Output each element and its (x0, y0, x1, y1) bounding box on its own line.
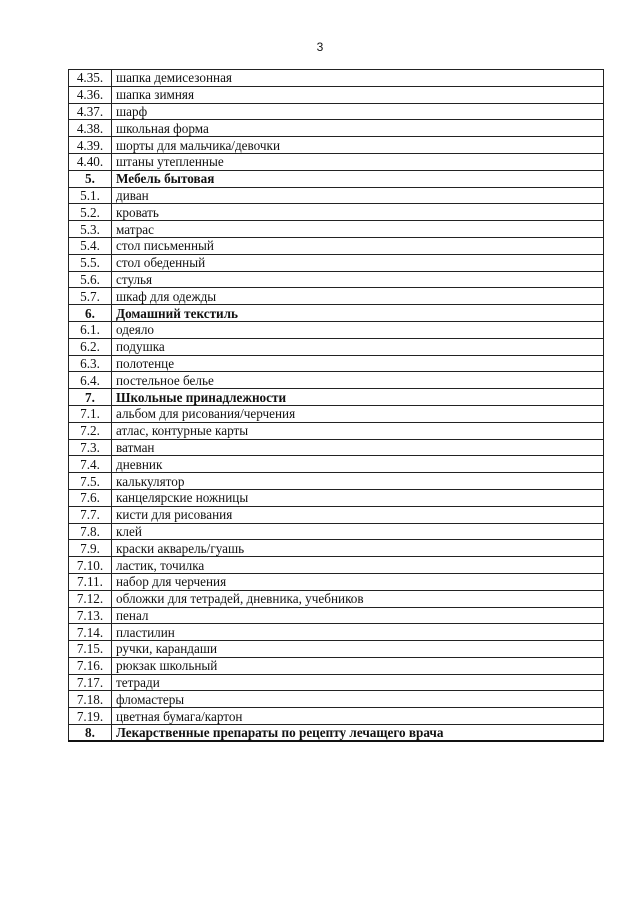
table-row (69, 288, 604, 305)
table-row (69, 590, 604, 607)
row-number: 6.1. (69, 321, 112, 338)
row-number: 7.1. (69, 405, 112, 422)
section-row (69, 305, 604, 322)
item-name: стол обеденный (112, 254, 604, 271)
item-name: полотенце (112, 355, 604, 372)
row-number: 5.7. (69, 288, 112, 305)
row-number: 7.12. (69, 590, 112, 607)
section-row (69, 725, 604, 742)
item-name: калькулятор (112, 473, 604, 490)
item-name: диван (112, 187, 604, 204)
item-name: тетради (112, 674, 604, 691)
table-row (69, 607, 604, 624)
table-row (69, 641, 604, 658)
row-number: 6.4. (69, 372, 112, 389)
row-number: 5. (69, 170, 112, 187)
row-number: 4.39. (69, 137, 112, 154)
table-row (69, 523, 604, 540)
row-number: 7. (69, 389, 112, 406)
item-name: пенал (112, 607, 604, 624)
row-number: 7.7. (69, 506, 112, 523)
table-row (69, 473, 604, 490)
table-row (69, 439, 604, 456)
row-number: 7.10. (69, 557, 112, 574)
table-row (69, 321, 604, 338)
row-number: 6.2. (69, 338, 112, 355)
item-name: шапка демисезонная (112, 70, 604, 87)
item-name: дневник (112, 456, 604, 473)
table-row (69, 674, 604, 691)
item-name: канцелярские ножницы (112, 489, 604, 506)
section-title: Мебель бытовая (112, 170, 604, 187)
section-title: Лекарственные препараты по рецепту лечащего врача (112, 725, 604, 742)
item-name: пластилин (112, 624, 604, 641)
table-row (69, 691, 604, 708)
table-row (69, 103, 604, 120)
table-row (69, 271, 604, 288)
item-name: ручки, карандаши (112, 641, 604, 658)
table-row (69, 506, 604, 523)
table-row (69, 405, 604, 422)
row-number: 7.17. (69, 674, 112, 691)
item-name: цветная бумага/картон (112, 708, 604, 725)
table-row (69, 86, 604, 103)
section-title: Домашний текстиль (112, 305, 604, 322)
table-row (69, 70, 604, 87)
table-row (69, 187, 604, 204)
row-number: 4.40. (69, 153, 112, 170)
row-number: 7.16. (69, 657, 112, 674)
item-name: постельное белье (112, 372, 604, 389)
item-name: шарф (112, 103, 604, 120)
row-number: 4.35. (69, 70, 112, 87)
row-number: 4.36. (69, 86, 112, 103)
item-name: шкаф для одежды (112, 288, 604, 305)
table-row (69, 355, 604, 372)
table-row (69, 557, 604, 574)
item-name: шапка зимняя (112, 86, 604, 103)
section-row (69, 389, 604, 406)
table-row (69, 338, 604, 355)
row-number: 6.3. (69, 355, 112, 372)
row-number: 7.2. (69, 422, 112, 439)
row-number: 7.9. (69, 540, 112, 557)
item-name: фломастеры (112, 691, 604, 708)
table-row (69, 708, 604, 725)
row-number: 4.37. (69, 103, 112, 120)
page-number: 3 (316, 40, 324, 54)
table-row (69, 137, 604, 154)
item-name: кисти для рисования (112, 506, 604, 523)
section-title: Школьные принадлежности (112, 389, 604, 406)
item-name: атлас, контурные карты (112, 422, 604, 439)
table-row (69, 422, 604, 439)
item-name: краски акварель/гуашь (112, 540, 604, 557)
table-row (69, 372, 604, 389)
row-number: 5.5. (69, 254, 112, 271)
row-number: 8. (69, 725, 112, 742)
row-number: 5.4. (69, 237, 112, 254)
row-number: 7.3. (69, 439, 112, 456)
items-table (68, 69, 604, 742)
items-table-body (69, 70, 604, 742)
table-row (69, 456, 604, 473)
item-name: набор для черчения (112, 573, 604, 590)
row-number: 7.13. (69, 607, 112, 624)
item-name: ватман (112, 439, 604, 456)
row-number: 4.38. (69, 120, 112, 137)
table-row (69, 489, 604, 506)
item-name: школьная форма (112, 120, 604, 137)
row-number: 7.18. (69, 691, 112, 708)
table-row (69, 120, 604, 137)
table-row (69, 204, 604, 221)
row-number: 7.4. (69, 456, 112, 473)
table-row (69, 153, 604, 170)
item-name: подушка (112, 338, 604, 355)
table-row (69, 540, 604, 557)
row-number: 5.1. (69, 187, 112, 204)
item-name: кровать (112, 204, 604, 221)
item-name: стулья (112, 271, 604, 288)
item-name: рюкзак школьный (112, 657, 604, 674)
table-row (69, 237, 604, 254)
row-number: 6. (69, 305, 112, 322)
row-number: 7.14. (69, 624, 112, 641)
item-name: шорты для мальчика/девочки (112, 137, 604, 154)
item-name: альбом для рисования/черчения (112, 405, 604, 422)
section-row (69, 170, 604, 187)
row-number: 5.3. (69, 221, 112, 238)
item-name: одеяло (112, 321, 604, 338)
row-number: 7.19. (69, 708, 112, 725)
row-number: 5.2. (69, 204, 112, 221)
table-row (69, 221, 604, 238)
item-name: обложки для тетрадей, дневника, учебников (112, 590, 604, 607)
row-number: 7.6. (69, 489, 112, 506)
item-name: ластик, точилка (112, 557, 604, 574)
table-row (69, 657, 604, 674)
item-name: штаны утепленные (112, 153, 604, 170)
item-name: стол письменный (112, 237, 604, 254)
table-row (69, 254, 604, 271)
item-name: клей (112, 523, 604, 540)
table-row (69, 573, 604, 590)
table-row (69, 624, 604, 641)
row-number: 7.11. (69, 573, 112, 590)
row-number: 7.5. (69, 473, 112, 490)
row-number: 5.6. (69, 271, 112, 288)
row-number: 7.8. (69, 523, 112, 540)
item-name: матрас (112, 221, 604, 238)
row-number: 7.15. (69, 641, 112, 658)
